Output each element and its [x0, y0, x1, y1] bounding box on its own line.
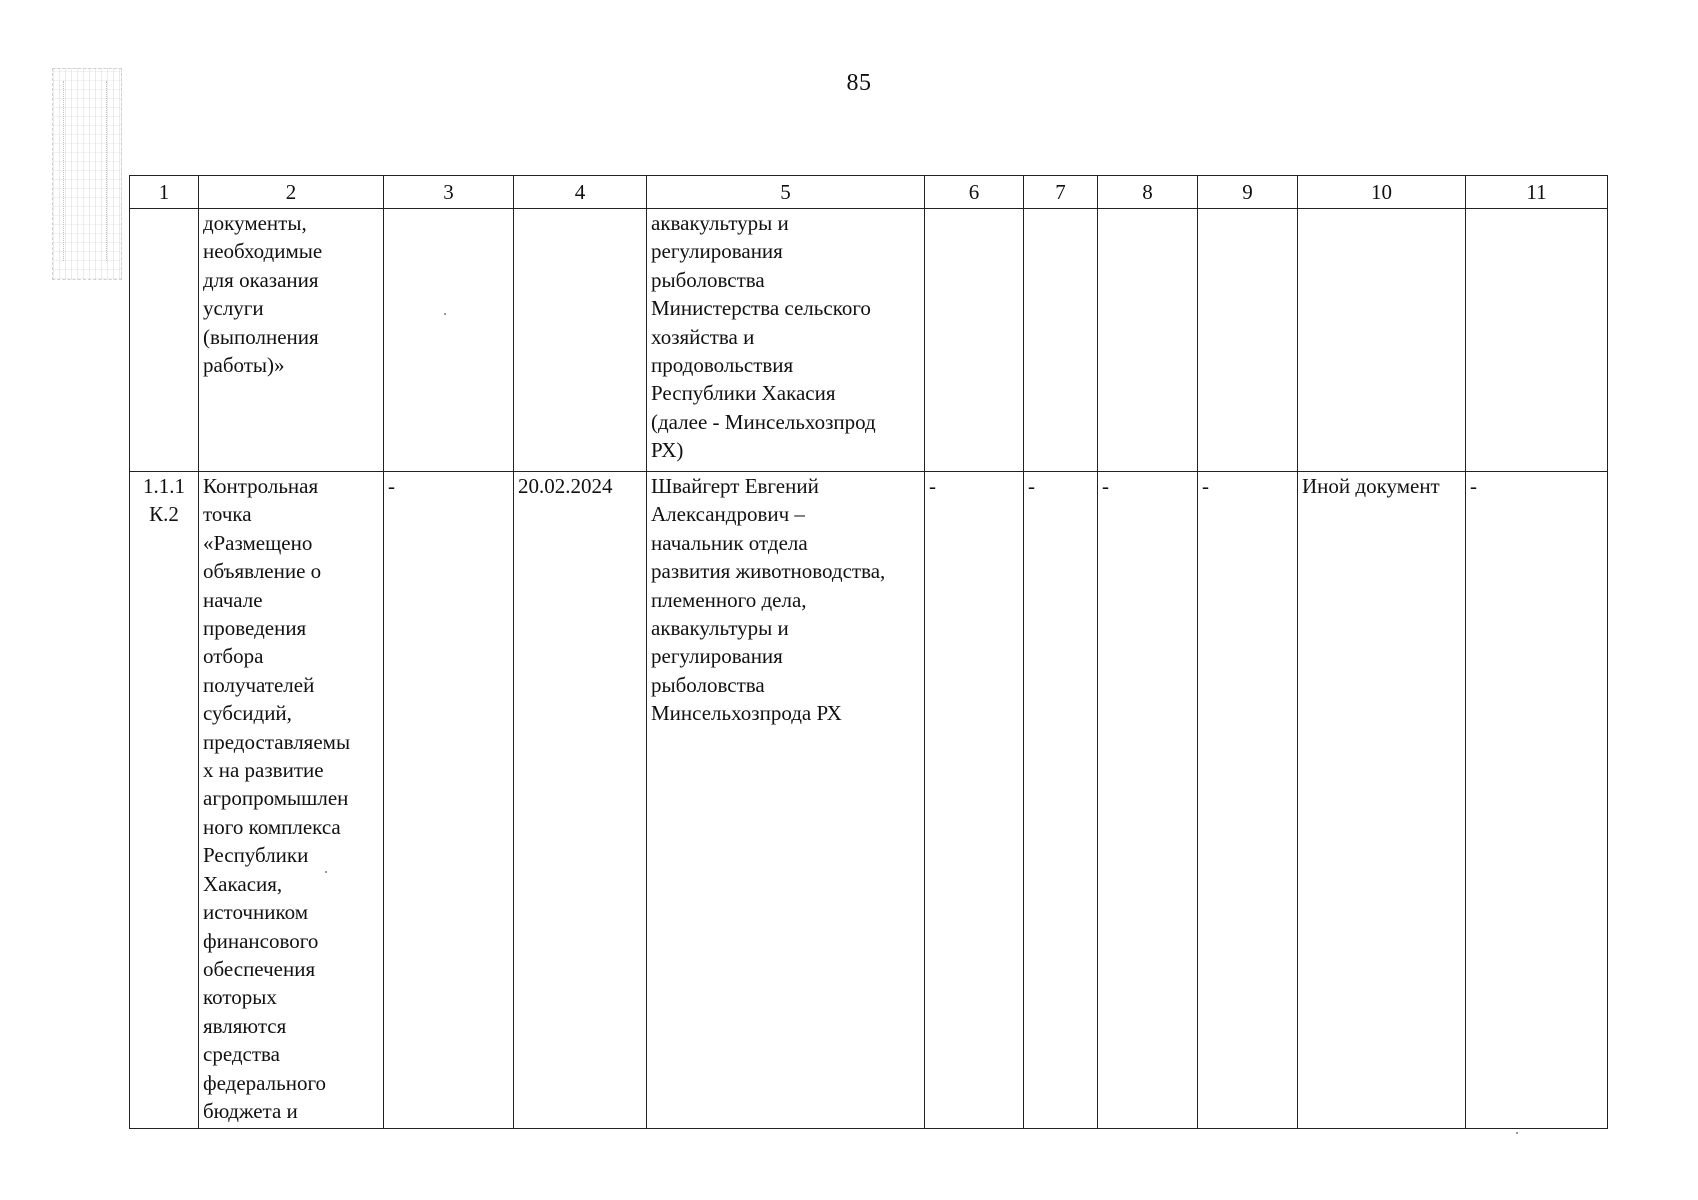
scan-speck	[325, 871, 327, 873]
cell-responsible: Швайгерт Евгений Александрович – начальник отдела развития животноводства, племенного дела, аквакультуры и регулирования рыболовства Минсельхозпрода РХ	[647, 472, 925, 1129]
header-col-6: 6	[925, 176, 1024, 209]
page-number: 85	[846, 70, 872, 96]
cell-col-6: -	[925, 472, 1024, 1129]
cell-col-9	[1198, 209, 1298, 472]
cell-col-4	[514, 209, 647, 472]
header-col-1: 1	[130, 176, 199, 209]
cell-col-8: -	[1098, 472, 1198, 1129]
cell-description: Контрольная точка «Размещено объявление о начале проведения отбора получателей субсидий, предоставляемы х на развитие агропромышлен ного комплекса Республики Хакасия, источником финансового обеспечения которых являются средства федерального бюджета и	[199, 472, 384, 1129]
cell-date: 20.02.2024	[514, 472, 647, 1129]
scan-speck	[444, 313, 446, 315]
cell-col-6	[925, 209, 1024, 472]
table-header-row	[130, 176, 1608, 209]
cell-col-5: аквакультуры и регулирования рыболовства Министерства сельского хозяйства и продовольствия Республики Хакасия (далее - Минсельхозпрод РХ)	[647, 209, 925, 472]
header-col-11: 11	[1466, 176, 1608, 209]
header-col-10: 10	[1298, 176, 1466, 209]
cell-col-3	[384, 209, 514, 472]
table-row-control-point	[130, 472, 1608, 1129]
header-col-2: 2	[199, 176, 384, 209]
header-col-8: 8	[1098, 176, 1198, 209]
header-col-4: 4	[514, 176, 647, 209]
header-col-9: 9	[1198, 176, 1298, 209]
cell-col-8	[1098, 209, 1198, 472]
cell-col-11	[1466, 209, 1608, 472]
cell-col-7: -	[1024, 472, 1098, 1129]
cell-col-1	[130, 209, 199, 472]
cell-document-type: Иной документ	[1298, 472, 1466, 1129]
stamp-inner-frame	[63, 81, 107, 261]
cell-col-2: документы, необходимые для оказания услуги (выполнения работы)»	[199, 209, 384, 472]
header-col-5: 5	[647, 176, 925, 209]
document-table	[129, 175, 1608, 1129]
cell-item-number: 1.1.1 К.2	[130, 472, 199, 1129]
cell-col-10	[1298, 209, 1466, 472]
cell-col-9: -	[1198, 472, 1298, 1129]
approval-stamp	[52, 68, 122, 280]
table-row-continuation	[130, 209, 1608, 472]
header-col-3: 3	[384, 176, 514, 209]
scan-speck	[1516, 1132, 1518, 1134]
cell-col-7	[1024, 209, 1098, 472]
cell-col-11: -	[1466, 472, 1608, 1129]
cell-col-3: -	[384, 472, 514, 1129]
header-col-7: 7	[1024, 176, 1098, 209]
